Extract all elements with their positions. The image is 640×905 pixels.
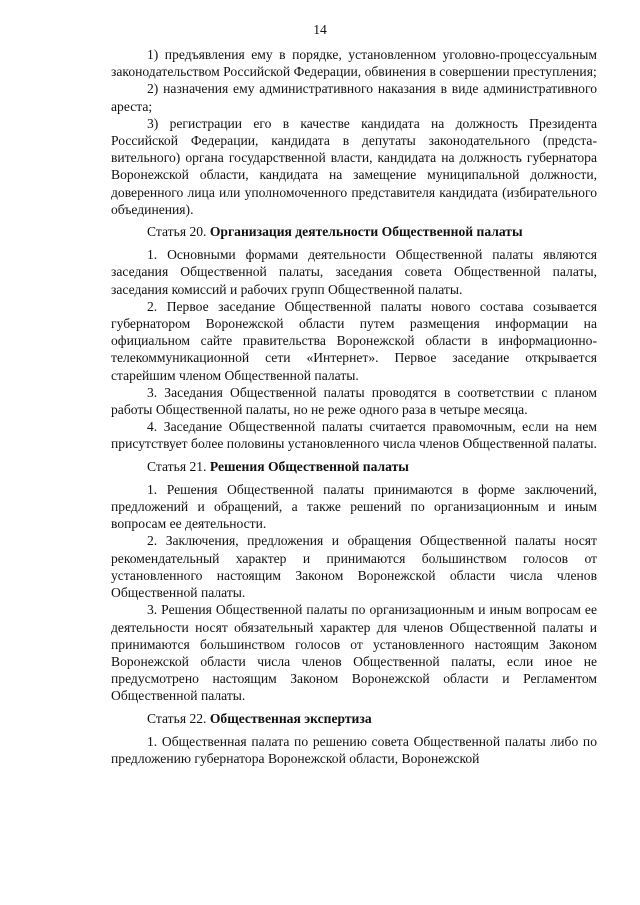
article-20-title: Организация деятельности Общественной палаты <box>209 224 523 240</box>
article-20-paragraph-3: 3. Заседания Общественной палаты проводятся в соответствии с планом работы Общественной палаты, но не реже одного раза в четыре месяца. <box>111 384 597 418</box>
article-20-paragraph-4: 4. Заседание Общественной палаты считается правомочным, если на нем присутствует более половины установленного числа членов Общественной палаты. <box>111 419 597 452</box>
article-20-paragraph-2: 2. Первое заседание Общественной палаты нового состава созывается губернатором Воронежской области путем размещения информации на официальном сайте правительства Воронежской области в информационно-телекоммуникационной сети «Интернет». Первое заседание открывается старейшим членом Общественной палаты. <box>111 298 597 383</box>
article-22-prefix: Статья 22. <box>147 710 210 726</box>
article-20-heading <box>111 223 597 240</box>
article-22-title: Общественная экспертиза <box>209 710 372 726</box>
article-21-paragraph-1: 1. Решения Общественной палаты принимаются в форме заключений, предложений и обращений, а также решений по организационным и иным вопросам ее деятельности. <box>111 481 597 532</box>
article-20-prefix: Статья 20. <box>147 224 210 240</box>
article-21-paragraph-2: 2. Заключения, предложения и обращения Общественной палаты носят рекомендательный характер и принимаются большинством голосов от установленного настоящим Законом Воронежской области числа членов Общественной палаты. <box>111 533 597 601</box>
page-number: 14 <box>313 22 327 37</box>
article-22-paragraph-1: 1. Общественная палата по решению совета Общественной палаты либо по предложению губернатора Воронежской области, Воронежской <box>111 733 597 766</box>
document-body <box>111 46 597 767</box>
article-20-paragraph-1: 1. Основными формами деятельности Общественной палаты являются заседания Общественной палаты, заседания совета Общественной палаты, заседания комиссий и рабочих групп Общественной палаты. <box>111 247 597 297</box>
article-21-paragraph-3: 3. Решения Общественной палаты по организационным и иным вопросам ее деятельности носят обязательный характер для членов Общественной палаты и принимаются большинством голосов от установленного настоящим Законом Воронежской области числа членов Общественной палаты, если иное не предусмотрено настоящим Законом Воронежской области и Регламентом Общественной палаты. <box>111 602 597 704</box>
article-21-heading <box>111 458 597 475</box>
article-21-prefix: Статья 21. <box>147 458 210 474</box>
paragraph-item-2: 2) назначения ему административного наказания в виде административного ареста; <box>111 81 597 114</box>
article-22-heading <box>111 710 597 727</box>
paragraph-item-3: 3) регистрации его в качестве кандидата на должность Президента Российской Федерации, кандидата в депутаты законодательного (представительного) органа государственной власти, кандидата на должность губернатора Воронежской области, кандидата на замещение муниципальной должности, доверенного лица или уполномоченного представителя кандидата (избирательного объединения). <box>111 115 597 217</box>
article-21-title: Решения Общественной палаты <box>209 458 409 474</box>
paragraph-item-1: 1) предъявления ему в порядке, установленном уголовно-процессуальным законодательством Российской Федерации, обвинения в совершении преступления; <box>111 47 597 80</box>
